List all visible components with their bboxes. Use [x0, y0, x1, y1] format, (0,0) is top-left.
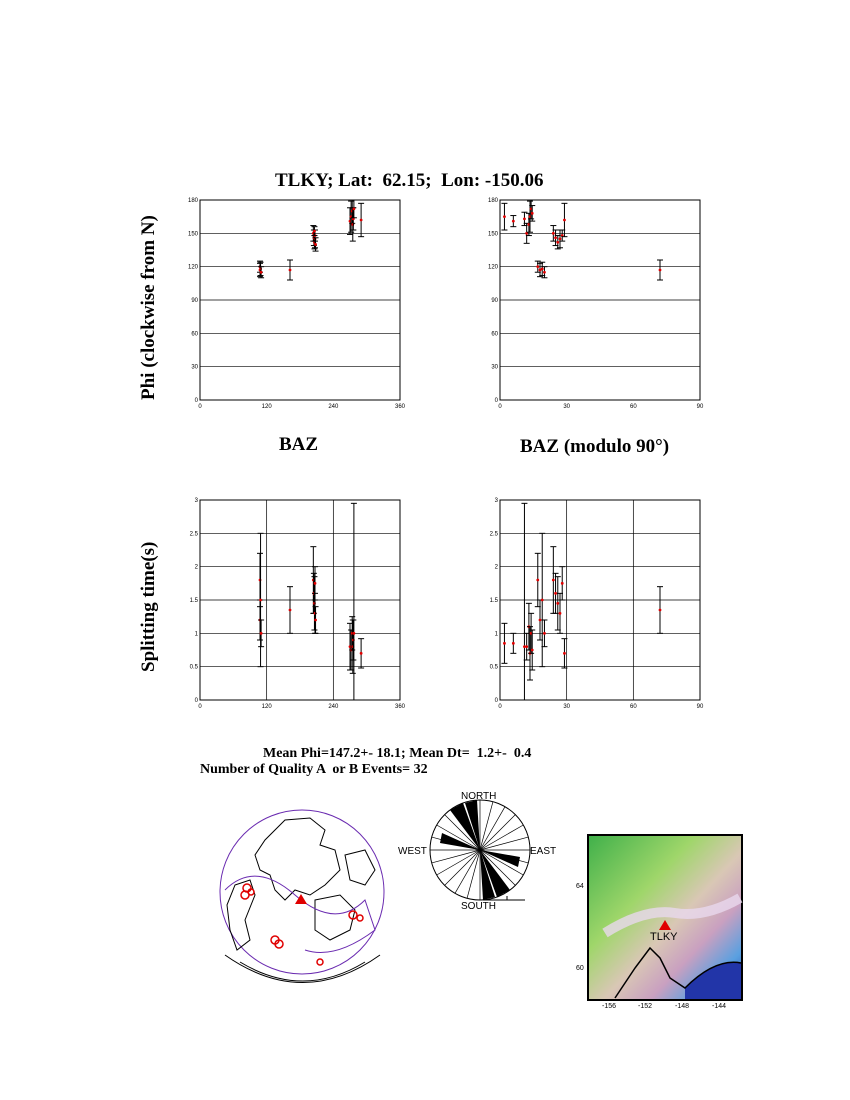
data-point: [556, 602, 559, 605]
regional-topo-map: [575, 828, 750, 1013]
data-point: [659, 269, 662, 272]
y-tick-label: 2.5: [489, 531, 498, 538]
y-tick-label: 0: [494, 398, 498, 404]
lon-tick-label: -148: [675, 1003, 690, 1010]
data-point: [559, 612, 562, 615]
x-tick-label: 240: [328, 404, 339, 410]
map-rim-arc: [225, 955, 380, 983]
y-tick-label: 120: [487, 264, 498, 271]
y-tick-label: 3: [194, 498, 198, 504]
y-tick-label: 1: [494, 631, 498, 638]
continent-outline: [345, 850, 375, 885]
x-tick-label: 120: [261, 404, 272, 410]
data-point: [512, 642, 515, 645]
x-tick-label: 0: [498, 704, 502, 710]
x-tick-label: 0: [498, 404, 502, 410]
y-tick-label: 60: [491, 331, 498, 338]
lon-tick-label: -152: [638, 1003, 653, 1010]
rose-diagram: [395, 788, 565, 913]
data-point: [554, 236, 557, 239]
x-tick-label: 30: [563, 404, 571, 410]
x-tick-label: 0: [198, 404, 202, 410]
y-tick-label: 150: [487, 231, 498, 238]
y-tick-label: 150: [187, 231, 198, 238]
x-tick-label: 240: [328, 704, 339, 710]
data-point: [554, 592, 557, 595]
lat-tick-label: 60: [576, 965, 584, 972]
phi-vs-baz-chart: [180, 190, 410, 410]
x-tick-label: 120: [261, 704, 272, 710]
y-tick-label: 2: [194, 564, 198, 571]
data-point: [563, 652, 566, 655]
data-point: [543, 271, 546, 274]
global-event-map: [215, 800, 395, 1000]
y-tick-label: 0.5: [189, 664, 198, 671]
data-point: [531, 212, 534, 215]
map-rim-arc: [240, 962, 365, 981]
y-tick-label: 0: [194, 698, 198, 704]
data-point: [289, 269, 292, 272]
data-point: [352, 207, 355, 210]
data-point: [260, 632, 263, 635]
y-tick-label: 2: [494, 564, 498, 571]
data-point: [260, 271, 263, 274]
page-title: TLKY; Lat: 62.15; Lon: -150.06: [275, 170, 544, 191]
rose-spoke: [432, 850, 480, 863]
event-marker: [357, 915, 363, 921]
y-tick-label: 0.5: [489, 664, 498, 671]
data-point: [523, 217, 526, 220]
y-tick-label: 2.5: [189, 531, 198, 538]
data-point: [360, 652, 363, 655]
x-tick-label: 360: [394, 404, 406, 410]
y-tick-label: 0: [494, 698, 498, 704]
data-point: [563, 219, 566, 222]
baz-axis-label: BAZ: [279, 434, 319, 455]
rose-west-label: WEST: [398, 846, 427, 857]
y-tick-label: 30: [191, 364, 198, 371]
event-count: Number of Quality A or B Events= 32: [200, 762, 428, 777]
data-point: [525, 645, 528, 648]
y-tick-label: 30: [491, 364, 498, 371]
rose-south-label: SOUTH: [461, 901, 496, 912]
data-point: [561, 582, 564, 585]
data-point: [259, 599, 262, 602]
data-point: [552, 232, 555, 235]
data-point: [541, 267, 544, 270]
mean-statistics: Mean Phi=147.2+- 18.1; Mean Dt= 1.2+- 0.4: [263, 746, 532, 761]
x-tick-label: 60: [629, 404, 637, 410]
dt-vs-baz-mod90-chart: [480, 490, 710, 710]
y-tick-label: 1.5: [489, 598, 498, 604]
data-point: [503, 215, 506, 218]
data-point: [314, 619, 317, 622]
x-tick-label: 360: [394, 704, 406, 710]
y-tick-label: 3: [494, 498, 498, 504]
y-tick-label: 180: [487, 198, 498, 204]
data-point: [360, 219, 363, 222]
phi-axis-label: Phi (clockwise from N): [138, 215, 159, 400]
rose-spoke: [480, 837, 528, 850]
data-point: [352, 632, 355, 635]
x-tick-label: 30: [563, 704, 571, 710]
data-point: [314, 582, 317, 585]
x-tick-label: 90: [696, 704, 704, 710]
splitting-time-axis-label: Splitting time(s): [138, 541, 159, 672]
data-point: [512, 220, 515, 223]
data-point: [556, 241, 559, 244]
rose-east-label: EAST: [530, 846, 557, 857]
data-point: [536, 265, 539, 268]
x-tick-label: 0: [198, 704, 202, 710]
lon-tick-label: -156: [602, 1003, 617, 1010]
y-tick-label: 0: [194, 398, 198, 404]
data-point: [543, 632, 546, 635]
data-point: [289, 609, 292, 612]
y-tick-label: 60: [191, 331, 198, 338]
data-point: [659, 609, 662, 612]
phi-vs-baz-mod90-chart: [480, 190, 710, 410]
data-point: [539, 619, 542, 622]
y-tick-label: 1: [194, 631, 198, 638]
x-tick-label: 90: [696, 404, 704, 410]
baz-modulo-axis-label: BAZ (modulo 90°): [520, 436, 670, 457]
lon-tick-label: -144: [712, 1003, 727, 1010]
data-point: [531, 649, 534, 652]
y-tick-label: 180: [187, 198, 198, 204]
station-label: TLKY: [650, 931, 678, 943]
y-tick-label: 90: [191, 298, 198, 304]
dt-vs-baz-chart: [180, 490, 410, 710]
rose-north-label: NORTH: [461, 791, 497, 802]
x-tick-label: 60: [629, 704, 637, 710]
y-tick-label: 90: [491, 298, 498, 304]
data-point: [541, 599, 544, 602]
event-marker: [317, 959, 323, 965]
y-tick-label: 120: [187, 264, 198, 271]
data-point: [552, 579, 555, 582]
data-point: [536, 579, 539, 582]
rose-spoke: [480, 802, 493, 850]
station-marker: [295, 894, 307, 904]
data-point: [314, 243, 317, 246]
data-point: [559, 237, 562, 240]
lat-tick-label: 64: [576, 883, 584, 890]
y-tick-label: 1.5: [189, 598, 198, 604]
data-point: [313, 230, 316, 233]
data-point: [503, 642, 506, 645]
rose-spoke: [467, 850, 480, 898]
continent-outline: [255, 818, 340, 900]
